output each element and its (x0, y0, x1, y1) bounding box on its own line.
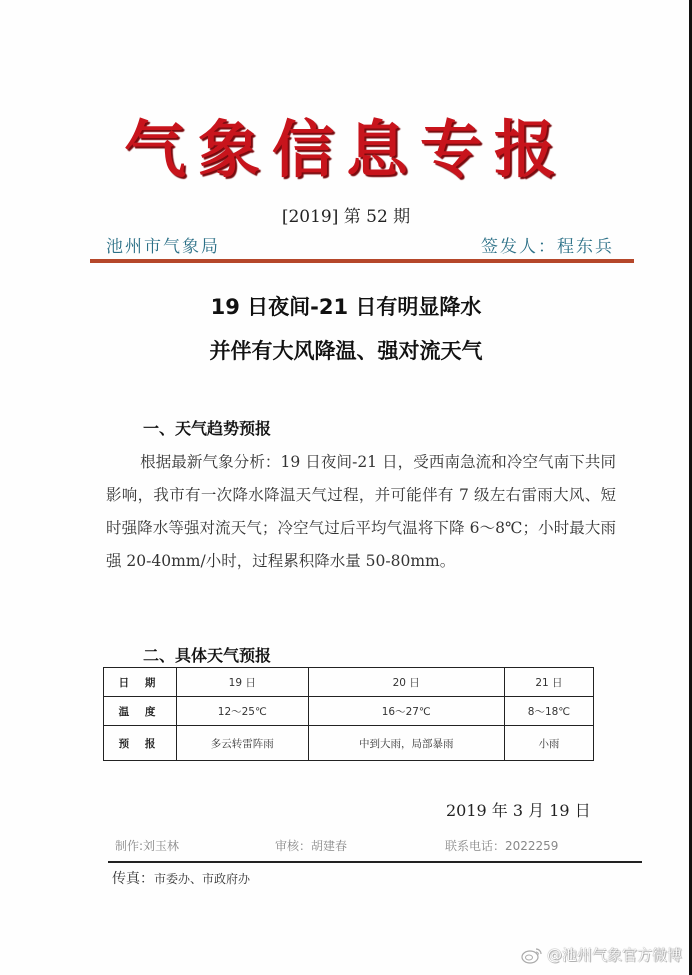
table-row-temperature (104, 697, 594, 726)
author-credit: 制作:刘玉林 (115, 839, 180, 853)
table-cell: 21 日 (504, 668, 593, 697)
weibo-icon (521, 946, 543, 964)
table-row-date (104, 668, 594, 697)
row-label: 温 度 (104, 697, 177, 726)
issue-date: 2019 年 3 月 19 日 (446, 801, 591, 820)
issue-number: [2019] 第 52 期 (281, 207, 411, 227)
table-cell: 小雨 (504, 726, 593, 761)
fax-label: 传真： (112, 871, 154, 887)
fax-line (112, 868, 250, 888)
issuing-agency: 池州市气象局 (106, 237, 220, 257)
reviewer-credit: 审核：胡建春 (275, 839, 348, 853)
table-row-forecast (104, 726, 594, 761)
watermark-text: @池州气象官方微博 (546, 946, 682, 964)
section-trend-text: 根据最新气象分析：19 日夜间-21 日，受西南急流和冷空气南下共同影响，我市有一次降水降温天气过程，并可能伴有 7 级左右雷雨大风、短时强降水等强对流天气；冷空气过后平均气温将下降 6～8℃；小时最大雨强 20-40mm/小时，过程累积降水量 50-80mm。 (106, 453, 616, 570)
section-detail-title: 二、具体天气预报 (143, 646, 272, 665)
section-trend-body (106, 446, 616, 578)
footer-divider (108, 861, 642, 863)
forecast-table (103, 667, 594, 761)
table-cell: 多云转雷阵雨 (177, 726, 309, 761)
fax-recipients: 市委办、市政府办 (154, 872, 251, 886)
row-label: 日 期 (104, 668, 177, 697)
header-divider (90, 259, 634, 263)
table-cell: 8～18℃ (504, 697, 593, 726)
table-cell: 中到大雨，局部暴雨 (308, 726, 504, 761)
table-cell: 19 日 (177, 668, 309, 697)
table-cell: 12～25℃ (177, 697, 309, 726)
headline-line-1: 19 日夜间-21 日有明显降水 (210, 295, 482, 319)
headline-line-2: 并伴有大风降温、强对流天气 (209, 339, 483, 363)
section-trend-title: 一、天气趋势预报 (143, 419, 272, 438)
contact-phone: 联系电话：2022259 (445, 839, 559, 853)
weibo-watermark (521, 944, 682, 965)
signer: 签发人：程东兵 (481, 237, 614, 257)
masthead-title: 气象信息专报 (123, 113, 568, 186)
row-label: 预 报 (104, 726, 177, 761)
table-cell: 20 日 (308, 668, 504, 697)
table-cell: 16～27℃ (308, 697, 504, 726)
